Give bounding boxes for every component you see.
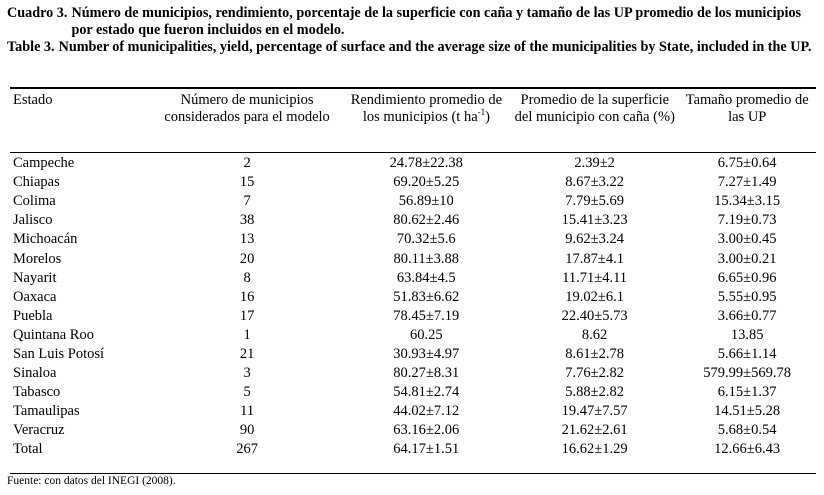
table-row [10, 421, 816, 440]
cell-municipios: 3 [243, 365, 251, 382]
cell-rendimiento: 80.62±2.46 [393, 212, 460, 229]
cell-rendimiento: 64.17±1.51 [393, 441, 460, 458]
table-row [10, 440, 816, 459]
header-row [10, 90, 816, 152]
cell-superficie: 22.40±5.73 [561, 307, 628, 324]
cell-tamano: 7.19±0.73 [717, 212, 777, 229]
cell-estado: Campeche [13, 155, 75, 172]
header-superficie: Promedio de la superficie del municipio con caña (%) [514, 92, 675, 125]
cell-rendimiento: 78.45±7.19 [393, 307, 460, 324]
cell-estado: Total [13, 441, 43, 458]
cell-superficie: 7.79±5.69 [565, 193, 624, 210]
cell-superficie: 19.47±7.57 [561, 403, 628, 420]
table-row [10, 307, 816, 326]
cell-rendimiento: 51.83±6.62 [393, 288, 460, 305]
cell-tamano: 6.65±0.96 [717, 269, 777, 286]
cell-estado: San Luis Potosí [13, 345, 105, 362]
cell-estado: Oaxaca [13, 288, 57, 305]
table-row [10, 192, 816, 211]
cell-estado: Veracruz [13, 422, 65, 439]
cell-superficie: 8.67±3.22 [565, 174, 624, 191]
cell-tamano: 3.66±0.77 [717, 307, 777, 324]
cell-rendimiento: 69.20±5.25 [393, 174, 460, 191]
cell-estado: Colima [13, 193, 56, 210]
cell-estado: Quintana Roo [13, 326, 94, 343]
cell-rendimiento: 63.16±2.06 [393, 422, 460, 439]
cell-municipios: 17 [239, 307, 255, 324]
header-rendimiento-text: Rendimiento promedio de los municipios (t ha [350, 92, 503, 125]
cell-estado: Michoacán [13, 231, 78, 248]
cell-municipios: 90 [239, 422, 255, 439]
header-estado: Estado [13, 92, 53, 108]
table-bottom-rule [10, 473, 816, 474]
caption-english [7, 39, 817, 56]
caption-spanish-text: Número de municipios, rendimiento, porcentaje de la superficie con caña y tamaño de las UP promedio de los municipios por estado que fueron incluidos en el modelo. [71, 5, 802, 38]
caption-english-text: Number of municipalities, yield, percentage of surface and the average size of the municipalities by State, included in the UP. [58, 39, 812, 55]
cell-tamano: 6.75±0.64 [717, 155, 777, 172]
table-row [10, 288, 816, 307]
cell-estado: Sinaloa [13, 365, 57, 382]
caption-english-label: Table 3. [7, 39, 55, 55]
cell-superficie: 16.62±1.29 [561, 441, 628, 458]
cell-tamano: 5.66±1.14 [717, 345, 777, 362]
cell-rendimiento: 44.02±7.12 [393, 403, 460, 420]
cell-superficie: 17.87±4.1 [565, 250, 624, 267]
cell-tamano: 6.15±1.37 [717, 384, 777, 401]
cell-superficie: 2.39±2 [574, 155, 615, 172]
table-body [10, 154, 816, 460]
cell-municipios: 21 [239, 345, 255, 362]
caption-spanish-label: Cuadro 3. [7, 5, 68, 21]
cell-municipios: 16 [239, 288, 255, 305]
cell-tamano: 7.27±1.49 [717, 174, 777, 191]
table-row [10, 402, 816, 421]
cell-tamano: 3.00±0.21 [717, 250, 777, 267]
cell-municipios: 15 [239, 174, 255, 191]
table-header [10, 90, 816, 152]
cell-municipios: 2 [243, 155, 251, 172]
cell-superficie: 8.61±2.78 [565, 345, 624, 362]
cell-tamano: 13.85 [730, 326, 764, 343]
table-row [10, 230, 816, 249]
cell-municipios: 38 [239, 212, 255, 229]
table-caption [7, 5, 817, 56]
cell-superficie: 19.02±6.1 [565, 288, 624, 305]
cell-superficie: 8.62 [581, 326, 608, 343]
table-row [10, 211, 816, 230]
cell-superficie: 5.88±2.82 [565, 384, 624, 401]
header-municipios: Número de municipios considerados para el modelo [164, 92, 330, 125]
cell-rendimiento: 30.93±4.97 [393, 345, 460, 362]
table-row [10, 173, 816, 192]
cell-rendimiento: 80.11±3.88 [393, 250, 459, 267]
header-rendimiento-end: ) [485, 109, 490, 125]
cell-municipios: 8 [243, 269, 251, 286]
cell-superficie: 7.76±2.82 [565, 365, 624, 382]
cell-tamano: 14.51±5.28 [714, 403, 781, 420]
cell-rendimiento: 80.27±8.31 [393, 365, 460, 382]
caption-spanish [7, 5, 817, 39]
table-row [10, 269, 816, 288]
cell-tamano: 5.68±0.54 [717, 422, 777, 439]
cell-municipios: 267 [236, 441, 258, 458]
cell-rendimiento: 60.25 [409, 326, 443, 343]
cell-estado: Puebla [13, 307, 53, 324]
cell-tamano: 15.34±3.15 [714, 193, 781, 210]
cell-rendimiento: 70.32±5.6 [396, 231, 456, 248]
cell-estado: Tabasco [13, 384, 61, 401]
cell-estado: Jalisco [13, 212, 53, 229]
cell-superficie: 15.41±3.23 [561, 212, 628, 229]
table-source-note: Fuente: con datos del INEGI (2008). [7, 475, 176, 487]
cell-rendimiento: 56.89±10 [398, 193, 454, 210]
header-tamano: Tamaño promedio de las UP [685, 92, 809, 125]
cell-estado: Morelos [13, 250, 62, 267]
cell-rendimiento: 63.84±4.5 [396, 269, 456, 286]
cell-tamano: 12.66±6.43 [714, 441, 781, 458]
table-row [10, 249, 816, 268]
cell-rendimiento: 54.81±2.74 [393, 384, 460, 401]
table-row [10, 364, 816, 383]
cell-tamano: 5.55±0.95 [717, 288, 777, 305]
table-header-rule [10, 152, 816, 153]
cell-superficie: 9.62±3.24 [565, 231, 624, 248]
cell-estado: Chiapas [13, 174, 60, 191]
header-rendimiento [342, 90, 511, 152]
cell-municipios: 1 [243, 326, 251, 343]
table-row [10, 154, 816, 173]
table-row [10, 345, 816, 364]
cell-municipios: 11 [240, 403, 255, 420]
cell-municipios: 5 [243, 384, 251, 401]
cell-tamano: 3.00±0.45 [717, 231, 777, 248]
cell-superficie: 21.62±2.61 [561, 422, 628, 439]
cell-rendimiento: 24.78±22.38 [389, 155, 463, 172]
cell-municipios: 13 [239, 231, 255, 248]
cell-superficie: 11.71±4.11 [562, 269, 628, 286]
cell-municipios: 7 [243, 193, 251, 210]
header-rendimiento-sup: -1 [477, 107, 486, 118]
cell-estado: Tamaulipas [13, 403, 80, 420]
table-row [10, 326, 816, 345]
table-row [10, 383, 816, 402]
cell-estado: Nayarit [13, 269, 57, 286]
table-top-rule [10, 87, 816, 89]
cell-municipios: 20 [239, 250, 255, 267]
cell-tamano: 579.99±569.78 [703, 365, 791, 382]
